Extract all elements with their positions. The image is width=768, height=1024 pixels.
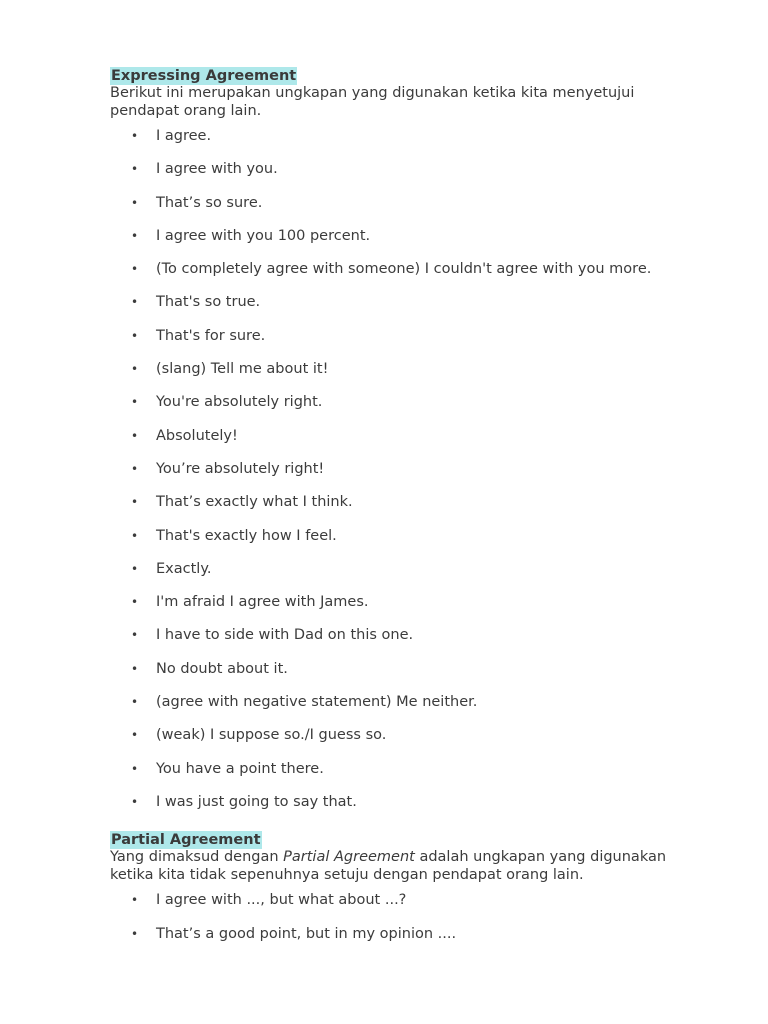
list-item-text: That’s a good point, but in my opinion ....: [156, 925, 457, 942]
intro-line: Berikut ini merupakan ungkapan yang digunakan ketika kita menyetujui: [110, 85, 635, 101]
document-page: [110, 67, 720, 951]
list-item: [110, 520, 720, 553]
bullet-icon: •: [131, 262, 139, 277]
list-item: [110, 120, 720, 153]
bullet-icon: •: [131, 228, 139, 243]
bullet-icon: •: [131, 362, 139, 377]
list-item-text: You're absolutely right.: [156, 394, 323, 411]
bullet-icon: •: [131, 461, 139, 476]
list-item-text: I agree with you.: [156, 161, 278, 178]
bullet-icon: •: [131, 794, 139, 809]
list-item: [110, 353, 720, 386]
bullet-icon: •: [131, 695, 139, 710]
bullet-icon: •: [131, 926, 139, 941]
list-item: [110, 386, 720, 419]
bullet-icon: •: [131, 561, 139, 576]
list-item: [110, 220, 720, 253]
intro-line: pendapat orang lain.: [110, 102, 262, 119]
bullet-icon: •: [131, 661, 139, 676]
list-item-text: (slang) Tell me about it!: [156, 361, 329, 378]
list-item-text: No doubt about it.: [156, 660, 288, 677]
list-item-text: I agree with you 100 percent.: [156, 227, 371, 244]
list-item-text: I agree with ..., but what about ...?: [156, 892, 407, 909]
list-item: [110, 653, 720, 686]
bullet-icon: •: [131, 295, 139, 310]
bullet-icon: •: [131, 129, 139, 143]
list-item: [110, 586, 720, 619]
section-intro: [110, 849, 720, 884]
list-item: [110, 187, 720, 220]
bullet-icon: •: [131, 528, 139, 543]
list-item-text: I have to side with Dad on this one.: [156, 627, 414, 644]
list-item-text: That’s exactly what I think.: [156, 494, 353, 511]
list-item: [110, 553, 720, 586]
list-item-text: Exactly.: [156, 560, 212, 577]
list-item-text: That's for sure.: [156, 327, 266, 344]
list-item: [110, 918, 720, 951]
list-item: [110, 753, 720, 786]
list-item: [110, 420, 720, 453]
bullet-icon: •: [131, 162, 139, 177]
list-item: [110, 486, 720, 519]
intro-emphasis: Partial Agreement: [283, 849, 415, 866]
section-intro: [110, 85, 720, 120]
list-item-text: I'm afraid I agree with James.: [156, 594, 369, 611]
list-item-text: (weak) I suppose so./I guess so.: [156, 727, 387, 744]
bullet-icon: •: [131, 495, 139, 510]
list-item: [110, 884, 720, 917]
list-item-text: I agree.: [156, 128, 212, 144]
bullet-icon: •: [131, 595, 139, 610]
agreement-expressions-list: [110, 120, 720, 819]
bullet-icon: •: [131, 893, 139, 908]
list-item-text: You’re absolutely right!: [156, 460, 325, 477]
list-item-text: (agree with negative statement) Me neither.: [156, 694, 478, 711]
section-partial-agreement: [110, 831, 720, 951]
section-expressing-agreement: [110, 67, 720, 819]
list-item-text: You have a point there.: [156, 760, 324, 777]
list-item-text: (To completely agree with someone) I couldn't agree with you more.: [156, 261, 652, 278]
list-item: [110, 253, 720, 286]
list-item-text: That’s so sure.: [156, 194, 263, 211]
bullet-icon: •: [131, 195, 139, 210]
bullet-icon: •: [131, 428, 139, 443]
list-item-text: That's so true.: [156, 294, 261, 311]
list-item-text: I was just going to say that.: [156, 793, 357, 810]
list-item: [110, 786, 720, 819]
list-item-text: That's exactly how I feel.: [156, 527, 337, 544]
section-heading: Partial Agreement: [111, 832, 261, 849]
list-item-text: Absolutely!: [156, 427, 238, 444]
intro-line: ketika kita tidak sepenuhnya setuju dengan pendapat orang lain.: [110, 866, 584, 883]
intro-text: Yang dimaksud dengan: [110, 849, 284, 866]
section-heading: Expressing Agreement: [111, 68, 297, 84]
intro-text: adalah ungkapan yang digunakan: [414, 849, 667, 866]
list-item: [110, 153, 720, 186]
bullet-icon: •: [131, 728, 139, 743]
bullet-icon: •: [131, 328, 139, 343]
bullet-icon: •: [131, 761, 139, 776]
list-item: [110, 453, 720, 486]
list-item: [110, 320, 720, 353]
bullet-icon: •: [131, 395, 139, 410]
list-item: [110, 286, 720, 319]
bullet-icon: •: [131, 628, 139, 643]
partial-agreement-expressions-list: [110, 884, 720, 951]
list-item: [110, 719, 720, 752]
list-item: [110, 686, 720, 719]
list-item: [110, 619, 720, 652]
